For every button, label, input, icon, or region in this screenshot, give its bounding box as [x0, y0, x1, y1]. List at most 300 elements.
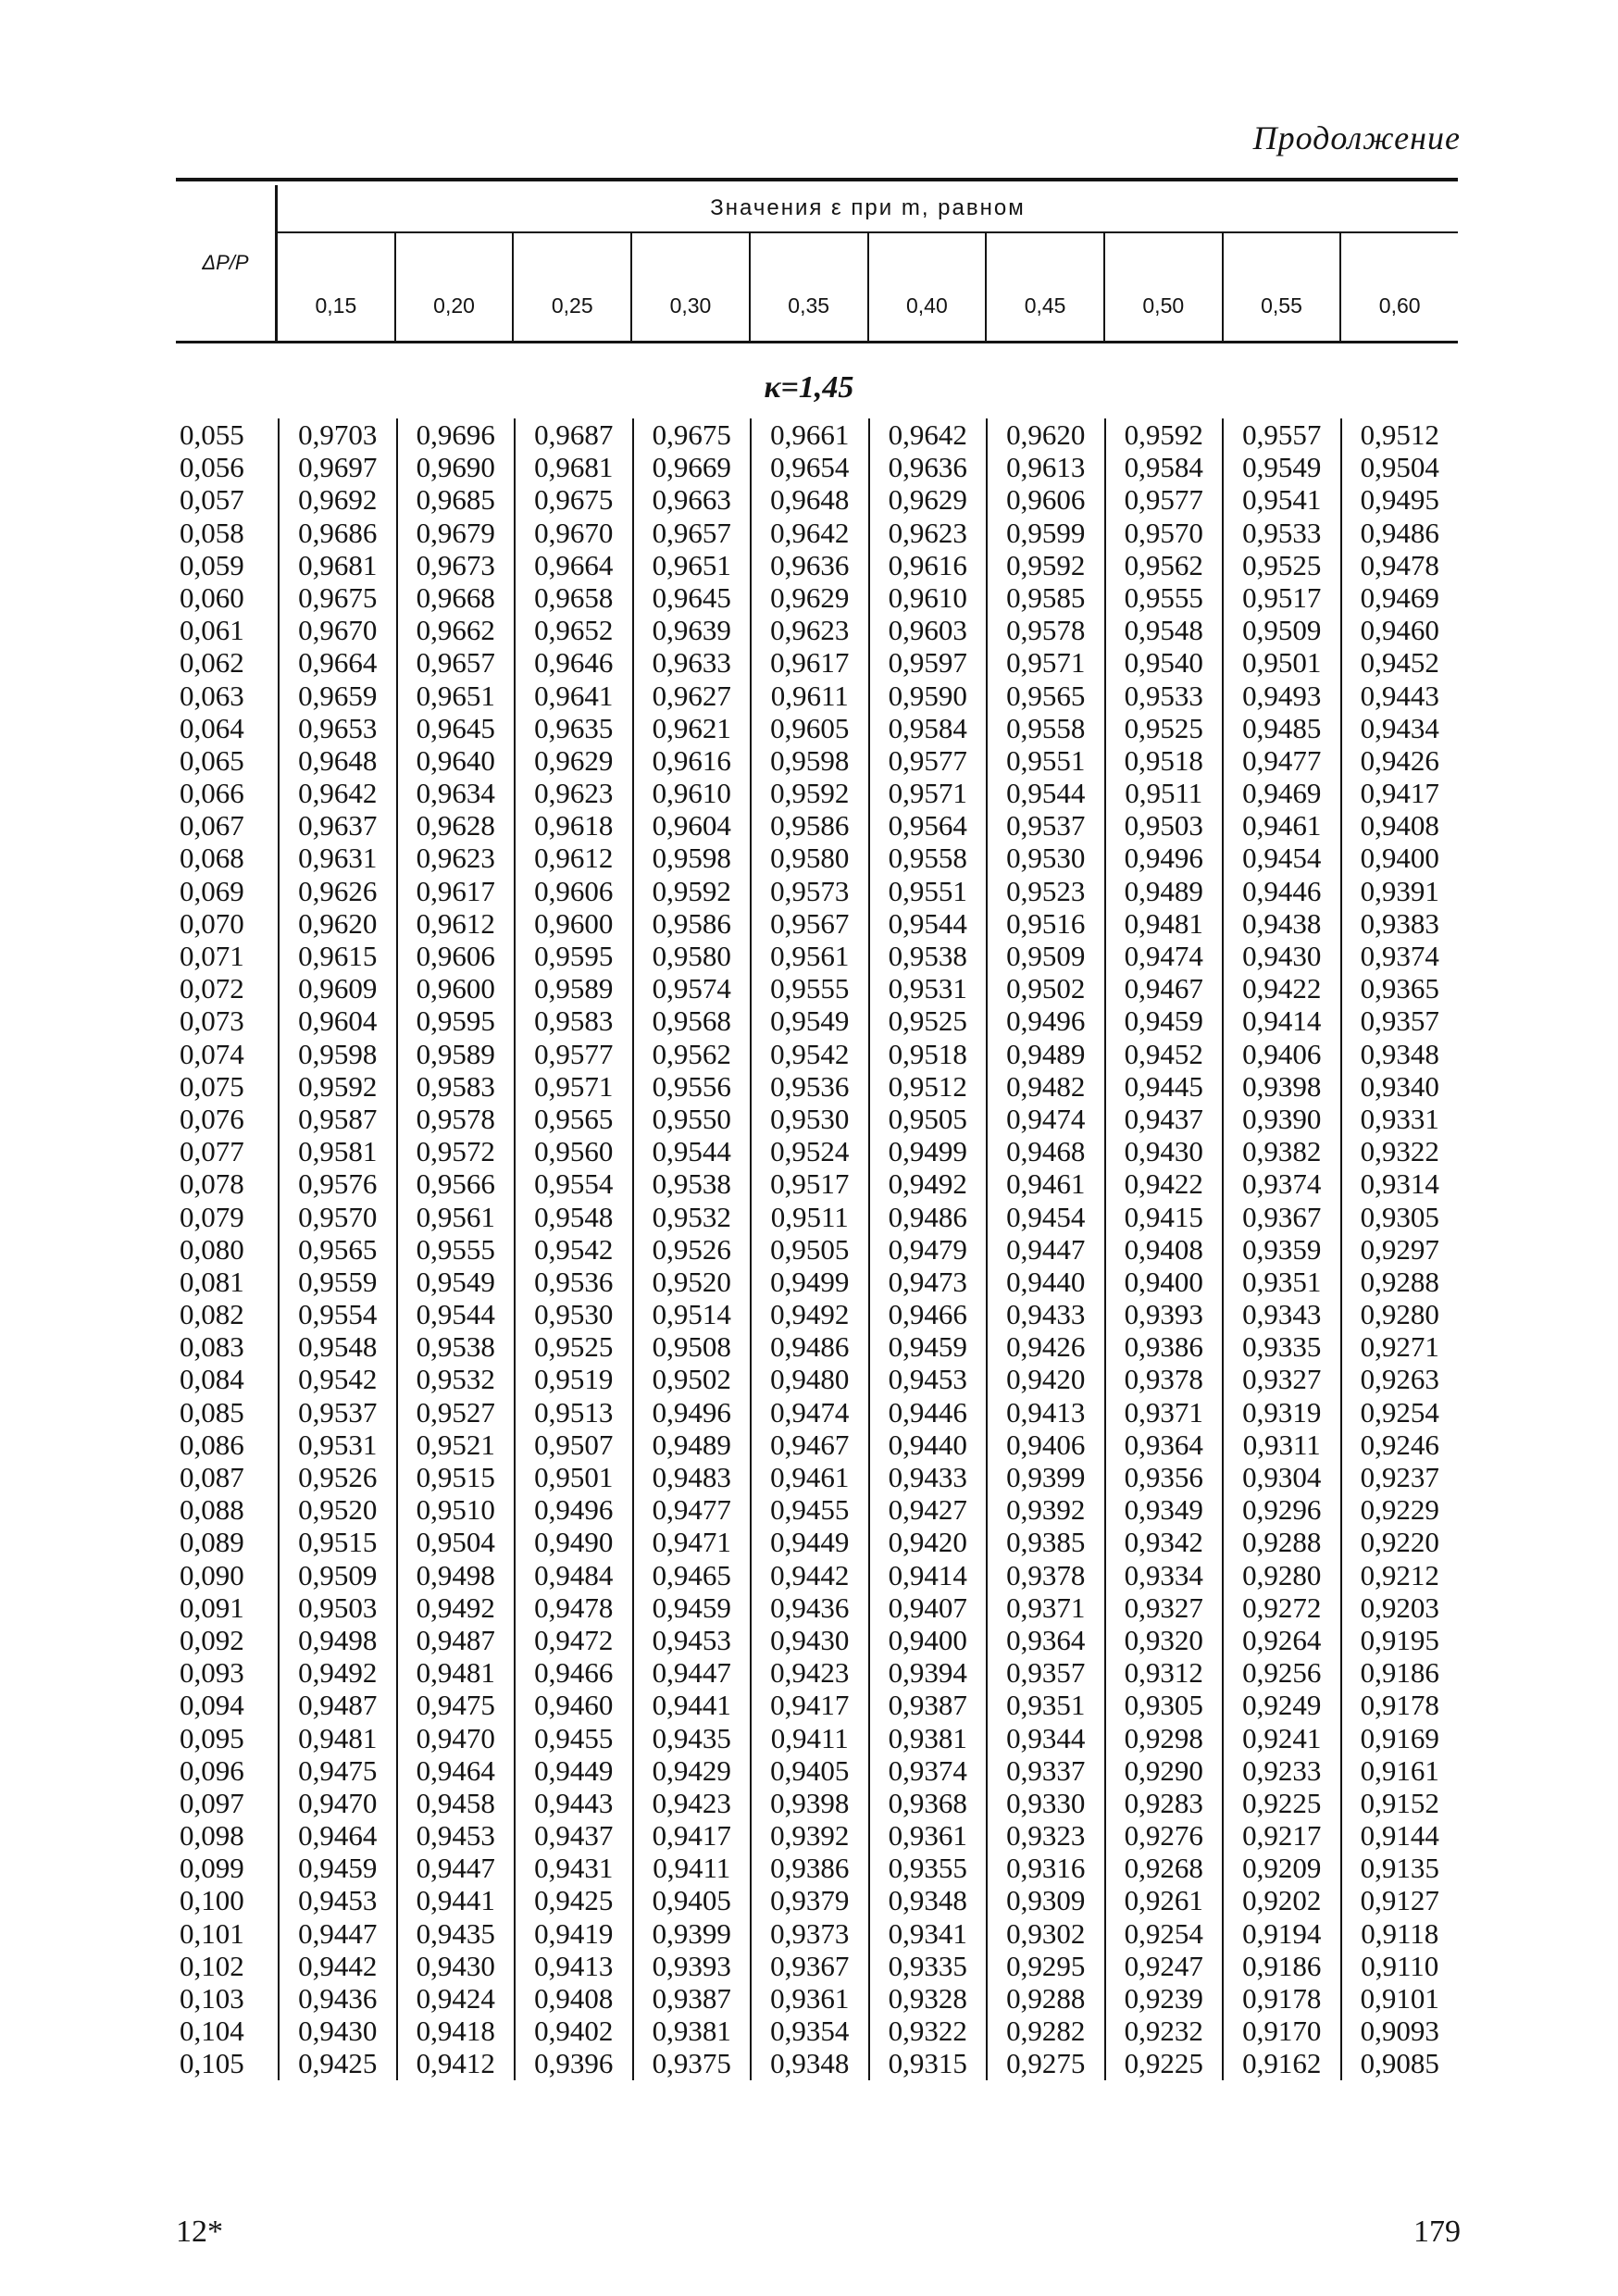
epsilon-cell: 0,9430 [1222, 940, 1340, 972]
epsilon-cell: 0,9592 [986, 549, 1104, 581]
m-header: 0,40 [867, 233, 986, 341]
epsilon-cell: 0,9584 [1104, 451, 1223, 483]
row-dp-value: 0,102 [180, 1949, 244, 1982]
epsilon-cell: 0,9399 [632, 1917, 751, 1950]
row-dp-value: 0,072 [180, 972, 244, 1005]
epsilon-cell: 0,9169 [1340, 1722, 1459, 1754]
epsilon-cell: 0,9623 [868, 517, 987, 549]
epsilon-cell: 0,9496 [632, 1396, 751, 1429]
table-row [176, 549, 1458, 581]
table-row [176, 680, 1458, 712]
epsilon-cell: 0,9351 [986, 1689, 1104, 1721]
epsilon-cell: 0,9527 [396, 1396, 515, 1429]
epsilon-cell: 0,9469 [1222, 777, 1340, 809]
epsilon-cell: 0,9305 [1104, 1689, 1223, 1721]
epsilon-cell: 0,9481 [278, 1722, 396, 1754]
epsilon-cell: 0,9626 [278, 875, 396, 907]
epsilon-cell: 0,9152 [1340, 1787, 1459, 1819]
epsilon-cell: 0,9449 [514, 1754, 632, 1787]
epsilon-cell: 0,9642 [750, 517, 868, 549]
table-row [176, 1950, 1458, 1982]
table-row [176, 1917, 1458, 1950]
epsilon-cell: 0,9670 [278, 614, 396, 646]
epsilon-cell: 0,9282 [986, 2015, 1104, 2047]
epsilon-cell: 0,9348 [750, 2047, 868, 2079]
epsilon-cell: 0,9405 [632, 1884, 751, 1916]
epsilon-cell: 0,9443 [1340, 680, 1459, 712]
table-row [176, 940, 1458, 972]
epsilon-cell: 0,9453 [632, 1624, 751, 1656]
epsilon-cell: 0,9400 [1104, 1266, 1223, 1298]
epsilon-cell: 0,9461 [986, 1167, 1104, 1200]
table-row [176, 907, 1458, 940]
epsilon-cell: 0,9531 [868, 972, 987, 1004]
epsilon-cell: 0,9637 [278, 809, 396, 842]
epsilon-cell: 0,9686 [278, 517, 396, 549]
epsilon-cell: 0,9651 [396, 680, 515, 712]
epsilon-cell: 0,9110 [1340, 1950, 1459, 1982]
epsilon-cell: 0,9435 [632, 1722, 751, 1754]
epsilon-cell: 0,9398 [750, 1787, 868, 1819]
row-dp-value: 0,086 [180, 1428, 244, 1461]
epsilon-cell: 0,9162 [1222, 2047, 1340, 2079]
epsilon-cell: 0,9532 [632, 1201, 751, 1233]
epsilon-cell: 0,9378 [986, 1559, 1104, 1591]
epsilon-cell: 0,9623 [396, 842, 515, 874]
epsilon-cell: 0,9170 [1222, 2015, 1340, 2047]
epsilon-cell: 0,9648 [750, 483, 868, 516]
row-dp-value: 0,093 [180, 1656, 244, 1690]
row-dp-value: 0,068 [180, 842, 244, 875]
epsilon-cell: 0,9354 [750, 2015, 868, 2047]
epsilon-cell: 0,9351 [1222, 1266, 1340, 1298]
epsilon-cell: 0,9452 [1104, 1038, 1223, 1070]
epsilon-cell: 0,9367 [1222, 1201, 1340, 1233]
epsilon-cell: 0,9557 [1222, 418, 1340, 451]
row-dp-value: 0,089 [180, 1526, 244, 1559]
table-row [176, 418, 1458, 451]
epsilon-cell: 0,9202 [1222, 1884, 1340, 1916]
epsilon-cell: 0,9381 [868, 1722, 987, 1754]
epsilon-cell: 0,9657 [396, 646, 515, 679]
epsilon-cell: 0,9616 [632, 744, 751, 777]
epsilon-cell: 0,9576 [278, 1167, 396, 1200]
epsilon-cell: 0,9669 [632, 451, 751, 483]
epsilon-cell: 0,9417 [1340, 777, 1459, 809]
epsilon-cell: 0,9178 [1222, 1982, 1340, 2015]
epsilon-cell: 0,9481 [1104, 907, 1223, 940]
epsilon-cell: 0,9327 [1104, 1591, 1223, 1624]
epsilon-cell: 0,9662 [396, 614, 515, 646]
epsilon-cell: 0,9499 [868, 1135, 987, 1167]
epsilon-cell: 0,9296 [1222, 1493, 1340, 1526]
epsilon-cell: 0,9455 [514, 1722, 632, 1754]
table-row [176, 1624, 1458, 1656]
epsilon-cell: 0,9249 [1222, 1689, 1340, 1721]
epsilon-cell: 0,9598 [632, 842, 751, 874]
epsilon-cell: 0,9550 [632, 1103, 751, 1135]
epsilon-cell: 0,9426 [986, 1330, 1104, 1363]
table-row [176, 1038, 1458, 1070]
epsilon-cell: 0,9312 [1104, 1656, 1223, 1689]
row-dp-value: 0,070 [180, 906, 244, 940]
epsilon-cell: 0,9612 [514, 842, 632, 874]
epsilon-cell: 0,9386 [750, 1852, 868, 1884]
epsilon-cell: 0,9509 [278, 1559, 396, 1591]
epsilon-cell: 0,9288 [1222, 1526, 1340, 1558]
table-row [176, 712, 1458, 744]
table-row [176, 1135, 1458, 1167]
epsilon-cell: 0,9381 [632, 2015, 751, 2047]
epsilon-cell: 0,9657 [632, 517, 751, 549]
epsilon-cell: 0,9511 [750, 1201, 868, 1233]
epsilon-cell: 0,9337 [986, 1754, 1104, 1787]
epsilon-cell: 0,9561 [396, 1201, 515, 1233]
continuation-label: Продолжение [1252, 119, 1461, 156]
row-dp-value: 0,098 [180, 1819, 244, 1853]
epsilon-cell: 0,9537 [986, 809, 1104, 842]
epsilon-cell: 0,9536 [750, 1070, 868, 1103]
epsilon-cell: 0,9595 [396, 1004, 515, 1037]
epsilon-cell: 0,9558 [986, 712, 1104, 744]
table-body [176, 418, 1458, 2080]
epsilon-cell: 0,9525 [1104, 712, 1223, 744]
epsilon-cell: 0,9364 [1104, 1429, 1223, 1461]
epsilon-cell: 0,9471 [632, 1526, 751, 1558]
row-dp-value: 0,064 [180, 711, 244, 744]
epsilon-cell: 0,9631 [278, 842, 396, 874]
epsilon-cell: 0,9344 [986, 1722, 1104, 1754]
epsilon-cell: 0,9225 [1222, 1787, 1340, 1819]
epsilon-cell: 0,9592 [1104, 418, 1223, 451]
epsilon-cell: 0,9480 [750, 1363, 868, 1395]
epsilon-cell: 0,9525 [868, 1004, 987, 1037]
table-row [176, 1754, 1458, 1787]
epsilon-cell: 0,9617 [396, 875, 515, 907]
m-header: 0,15 [315, 293, 357, 318]
epsilon-cell: 0,9598 [750, 744, 868, 777]
epsilon-cell: 0,9565 [514, 1103, 632, 1135]
epsilon-cell: 0,9536 [514, 1266, 632, 1298]
epsilon-cell: 0,9390 [1222, 1103, 1340, 1135]
epsilon-cell: 0,9422 [1222, 972, 1340, 1004]
epsilon-cell: 0,9423 [750, 1656, 868, 1689]
table-row [176, 1298, 1458, 1330]
epsilon-cell: 0,9400 [868, 1624, 987, 1656]
epsilon-cell: 0,9335 [1222, 1330, 1340, 1363]
epsilon-cell: 0,9430 [1104, 1135, 1223, 1167]
epsilon-cell: 0,9492 [278, 1656, 396, 1689]
epsilon-cell: 0,9254 [1340, 1396, 1459, 1429]
epsilon-cell: 0,9580 [750, 842, 868, 874]
epsilon-cell: 0,9413 [986, 1396, 1104, 1429]
epsilon-cell: 0,9406 [1222, 1038, 1340, 1070]
epsilon-cell: 0,9641 [514, 680, 632, 712]
m-value-headers [278, 233, 1458, 341]
epsilon-cell: 0,9387 [868, 1689, 987, 1721]
epsilon-cell: 0,9391 [1340, 875, 1459, 907]
row-dp-value: 0,090 [180, 1558, 244, 1591]
m-header: 0,50 [1103, 233, 1222, 341]
epsilon-cell: 0,9572 [396, 1135, 515, 1167]
epsilon-cell: 0,9335 [868, 1950, 987, 1982]
m-header: 0,45 [985, 233, 1103, 341]
epsilon-cell: 0,9276 [1104, 1819, 1223, 1852]
epsilon-cell: 0,9320 [1104, 1624, 1223, 1656]
row-dp-value: 0,074 [180, 1037, 244, 1070]
epsilon-cell: 0,9426 [1340, 744, 1459, 777]
epsilon-cell: 0,9486 [1340, 517, 1459, 549]
table-row [176, 1656, 1458, 1689]
epsilon-cell: 0,9544 [986, 777, 1104, 809]
row-dp-value: 0,084 [180, 1363, 244, 1396]
epsilon-cell: 0,9178 [1340, 1689, 1459, 1721]
epsilon-cell: 0,9419 [514, 1917, 632, 1950]
epsilon-cell: 0,9340 [1340, 1070, 1459, 1103]
span-header: Значения ε при m, равном [710, 195, 1026, 220]
epsilon-cell: 0,9652 [514, 614, 632, 646]
epsilon-cell: 0,9510 [396, 1493, 515, 1526]
epsilon-cell: 0,9322 [868, 2015, 987, 2047]
epsilon-cell: 0,9328 [868, 1982, 987, 2015]
row-dp-value: 0,059 [180, 548, 244, 581]
epsilon-cell: 0,9525 [514, 1330, 632, 1363]
epsilon-cell: 0,9085 [1340, 2047, 1459, 2079]
epsilon-cell: 0,9229 [1340, 1493, 1459, 1526]
epsilon-cell: 0,9217 [1222, 1819, 1340, 1852]
epsilon-cell: 0,9554 [278, 1298, 396, 1330]
epsilon-cell: 0,9685 [396, 483, 515, 516]
epsilon-cell: 0,9314 [1340, 1167, 1459, 1200]
epsilon-cell: 0,9621 [632, 712, 751, 744]
row-dp-value: 0,087 [180, 1461, 244, 1493]
table-row [176, 1201, 1458, 1233]
row-dp-value: 0,078 [180, 1167, 244, 1201]
epsilon-cell: 0,9636 [868, 451, 987, 483]
epsilon-cell: 0,9465 [632, 1559, 751, 1591]
epsilon-cell: 0,9549 [1222, 451, 1340, 483]
epsilon-cell: 0,9302 [986, 1917, 1104, 1950]
epsilon-cell: 0,9496 [986, 1004, 1104, 1037]
table-row [176, 1461, 1458, 1493]
epsilon-cell: 0,9565 [278, 1233, 396, 1266]
table-row [176, 1852, 1458, 1884]
epsilon-cell: 0,9361 [868, 1819, 987, 1852]
epsilon-cell: 0,9442 [278, 1950, 396, 1982]
epsilon-cell: 0,9241 [1222, 1722, 1340, 1754]
row-dp-value: 0,056 [180, 451, 244, 484]
epsilon-cell: 0,9508 [632, 1330, 751, 1363]
epsilon-cell: 0,9515 [396, 1461, 515, 1493]
epsilon-cell: 0,9592 [278, 1070, 396, 1103]
epsilon-cell: 0,9357 [986, 1656, 1104, 1689]
epsilon-cell: 0,9548 [514, 1201, 632, 1233]
epsilon-cell: 0,9298 [1104, 1722, 1223, 1754]
epsilon-cell: 0,9520 [632, 1266, 751, 1298]
table-row [176, 2047, 1458, 2079]
epsilon-cell: 0,9455 [750, 1493, 868, 1526]
epsilon-cell: 0,9538 [868, 940, 987, 972]
epsilon-cell: 0,9645 [396, 712, 515, 744]
epsilon-cell: 0,9437 [514, 1819, 632, 1852]
epsilon-cell: 0,9578 [396, 1103, 515, 1135]
epsilon-cell: 0,9518 [1104, 744, 1223, 777]
epsilon-cell: 0,9542 [278, 1363, 396, 1395]
row-dp-value: 0,092 [180, 1623, 244, 1656]
epsilon-cell: 0,9555 [750, 972, 868, 1004]
epsilon-cell: 0,9322 [1340, 1135, 1459, 1167]
epsilon-cell: 0,9246 [1340, 1429, 1459, 1461]
row-dp-value: 0,097 [180, 1786, 244, 1819]
epsilon-cell: 0,9590 [868, 680, 987, 712]
epsilon-cell: 0,9297 [1340, 1233, 1459, 1266]
table-row [176, 1363, 1458, 1395]
epsilon-cell: 0,9264 [1222, 1624, 1340, 1656]
epsilon-cell: 0,9411 [632, 1852, 751, 1884]
epsilon-cell: 0,9541 [1222, 483, 1340, 516]
epsilon-cell: 0,9374 [1222, 1167, 1340, 1200]
epsilon-cell: 0,9446 [1222, 875, 1340, 907]
epsilon-cell: 0,9458 [396, 1787, 515, 1819]
epsilon-cell: 0,9330 [986, 1787, 1104, 1819]
table-row [176, 1396, 1458, 1429]
epsilon-cell: 0,9549 [750, 1004, 868, 1037]
epsilon-cell: 0,9195 [1340, 1624, 1459, 1656]
epsilon-cell: 0,9414 [868, 1559, 987, 1591]
epsilon-cell: 0,9470 [278, 1787, 396, 1819]
epsilon-cell: 0,9559 [278, 1266, 396, 1298]
epsilon-cell: 0,9280 [1222, 1559, 1340, 1591]
epsilon-cell: 0,9498 [396, 1559, 515, 1591]
epsilon-cell: 0,9387 [632, 1982, 751, 2015]
epsilon-cell: 0,9393 [632, 1950, 751, 1982]
epsilon-cell: 0,9420 [868, 1526, 987, 1558]
epsilon-cell: 0,9524 [750, 1135, 868, 1167]
epsilon-cell: 0,9587 [278, 1103, 396, 1135]
epsilon-cell: 0,9447 [632, 1656, 751, 1689]
epsilon-cell: 0,9414 [1222, 1004, 1340, 1037]
epsilon-cell: 0,9504 [396, 1526, 515, 1558]
epsilon-cell: 0,9392 [986, 1493, 1104, 1526]
epsilon-cell: 0,9502 [632, 1363, 751, 1395]
epsilon-cell: 0,9571 [868, 777, 987, 809]
epsilon-cell: 0,9616 [868, 549, 987, 581]
epsilon-cell: 0,9398 [1222, 1070, 1340, 1103]
epsilon-cell: 0,9319 [1222, 1396, 1340, 1429]
epsilon-cell: 0,9592 [750, 777, 868, 809]
epsilon-cell: 0,9417 [750, 1689, 868, 1721]
epsilon-cell: 0,9679 [396, 517, 515, 549]
epsilon-cell: 0,9537 [278, 1396, 396, 1429]
epsilon-cell: 0,9470 [396, 1722, 515, 1754]
epsilon-cell: 0,9603 [868, 614, 987, 646]
epsilon-cell: 0,9597 [868, 646, 987, 679]
epsilon-cell: 0,9467 [750, 1429, 868, 1461]
epsilon-cell: 0,9595 [514, 940, 632, 972]
epsilon-cell: 0,9435 [396, 1917, 515, 1950]
epsilon-cell: 0,9544 [632, 1135, 751, 1167]
epsilon-cell: 0,9653 [278, 712, 396, 744]
epsilon-cell: 0,9468 [986, 1135, 1104, 1167]
epsilon-cell: 0,9513 [514, 1396, 632, 1429]
row-dp-value: 0,104 [180, 2015, 244, 2048]
epsilon-cell: 0,9327 [1222, 1363, 1340, 1395]
epsilon-cell: 0,9127 [1340, 1884, 1459, 1916]
epsilon-cell: 0,9373 [750, 1917, 868, 1950]
epsilon-cell: 0,9433 [986, 1298, 1104, 1330]
epsilon-cell: 0,9408 [1104, 1233, 1223, 1266]
epsilon-cell: 0,9577 [868, 744, 987, 777]
row-dp-value: 0,094 [180, 1689, 244, 1722]
epsilon-cell: 0,9453 [396, 1819, 515, 1852]
epsilon-cell: 0,9486 [868, 1201, 987, 1233]
epsilon-cell: 0,9549 [396, 1266, 515, 1298]
epsilon-cell: 0,9411 [750, 1722, 868, 1754]
epsilon-cell: 0,9393 [1104, 1298, 1223, 1330]
table-row [176, 1689, 1458, 1721]
epsilon-cell: 0,9461 [750, 1461, 868, 1493]
epsilon-cell: 0,9408 [1340, 809, 1459, 842]
epsilon-cell: 0,9424 [396, 1982, 515, 2015]
epsilon-cell: 0,9385 [986, 1526, 1104, 1558]
epsilon-cell: 0,9600 [396, 972, 515, 1004]
row-dp-value: 0,058 [180, 516, 244, 549]
epsilon-cell: 0,9598 [278, 1038, 396, 1070]
epsilon-cell: 0,9583 [514, 1004, 632, 1037]
epsilon-cell: 0,9586 [750, 809, 868, 842]
row-dp-value: 0,096 [180, 1753, 244, 1787]
row-dp-value: 0,077 [180, 1135, 244, 1168]
epsilon-cell: 0,9290 [1104, 1754, 1223, 1787]
table-row [176, 842, 1458, 874]
row-dp-value: 0,066 [180, 777, 244, 810]
epsilon-cell: 0,9413 [514, 1950, 632, 1982]
table-row [176, 614, 1458, 646]
epsilon-cell: 0,9454 [986, 1201, 1104, 1233]
table-row [176, 483, 1458, 516]
epsilon-cell: 0,9610 [868, 581, 987, 614]
epsilon-cell: 0,9323 [986, 1819, 1104, 1852]
epsilon-cell: 0,9489 [1104, 875, 1223, 907]
epsilon-cell: 0,9440 [986, 1266, 1104, 1298]
epsilon-cell: 0,9382 [1222, 1135, 1340, 1167]
epsilon-cell: 0,9425 [278, 2047, 396, 2079]
epsilon-cell: 0,9562 [632, 1038, 751, 1070]
row-dp-value: 0,063 [180, 679, 244, 712]
epsilon-cell: 0,9609 [278, 972, 396, 1004]
epsilon-cell: 0,9562 [1104, 549, 1223, 581]
epsilon-cell: 0,9675 [514, 483, 632, 516]
epsilon-cell: 0,9367 [750, 1950, 868, 1982]
top-rule [176, 178, 1458, 181]
epsilon-cell: 0,9349 [1104, 1493, 1223, 1526]
epsilon-cell: 0,9256 [1222, 1656, 1340, 1689]
epsilon-cell: 0,9544 [868, 907, 987, 940]
epsilon-cell: 0,9658 [514, 581, 632, 614]
epsilon-cell: 0,9342 [1104, 1526, 1223, 1558]
epsilon-cell: 0,9429 [632, 1754, 751, 1787]
epsilon-cell: 0,9620 [278, 907, 396, 940]
epsilon-cell: 0,9542 [514, 1233, 632, 1266]
epsilon-cell: 0,9617 [750, 646, 868, 679]
epsilon-cell: 0,9600 [514, 907, 632, 940]
epsilon-cell: 0,9514 [632, 1298, 751, 1330]
epsilon-cell: 0,9606 [396, 940, 515, 972]
kappa-label: κ=1,45 [764, 370, 854, 405]
m-header: 0,30 [630, 233, 749, 341]
epsilon-cell: 0,9623 [514, 777, 632, 809]
epsilon-cell: 0,9692 [278, 483, 396, 516]
